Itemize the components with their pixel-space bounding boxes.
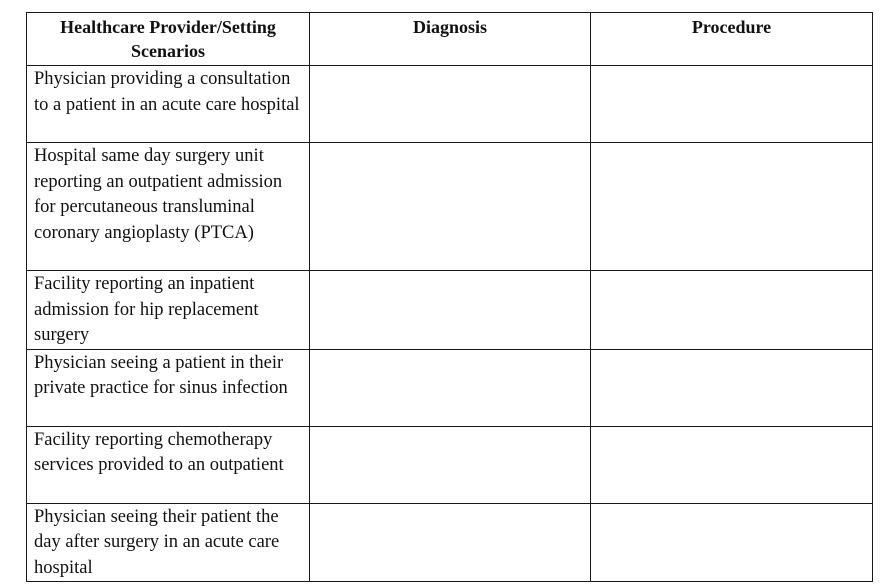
header-row bbox=[27, 13, 873, 66]
scenario-cell: Facility reporting chemotherapy services provided to an outpatient bbox=[27, 426, 310, 503]
procedure-cell[interactable] bbox=[591, 426, 873, 503]
table-row bbox=[27, 271, 873, 350]
diagnosis-cell[interactable] bbox=[310, 66, 591, 143]
diagnosis-cell[interactable] bbox=[310, 349, 591, 426]
header-scenarios: Healthcare Provider/Setting Scenarios bbox=[27, 13, 310, 66]
header-diagnosis: Diagnosis bbox=[310, 13, 591, 66]
scenario-cell: Physician seeing a patient in their private practice for sinus infection bbox=[27, 349, 310, 426]
scenario-cell: Physician seeing their patient the day after surgery in an acute care hospital bbox=[27, 503, 310, 582]
header-procedure: Procedure bbox=[591, 13, 873, 66]
procedure-cell[interactable] bbox=[591, 503, 873, 582]
diagnosis-cell[interactable] bbox=[310, 143, 591, 271]
diagnosis-cell[interactable] bbox=[310, 271, 591, 350]
procedure-cell[interactable] bbox=[591, 66, 873, 143]
table-row bbox=[27, 426, 873, 503]
scenario-cell: Physician providing a consultation to a patient in an acute care hospital bbox=[27, 66, 310, 143]
procedure-cell[interactable] bbox=[591, 143, 873, 271]
procedure-cell[interactable] bbox=[591, 271, 873, 350]
table-row bbox=[27, 143, 873, 271]
table-row bbox=[27, 349, 873, 426]
diagnosis-cell[interactable] bbox=[310, 503, 591, 582]
diagnosis-cell[interactable] bbox=[310, 426, 591, 503]
scenario-cell: Facility reporting an inpatient admission for hip replacement surgery bbox=[27, 271, 310, 350]
coding-scenarios-table bbox=[26, 12, 873, 582]
table-row bbox=[27, 66, 873, 143]
procedure-cell[interactable] bbox=[591, 349, 873, 426]
coding-scenarios-table-wrapper bbox=[26, 12, 872, 582]
table-row bbox=[27, 503, 873, 582]
scenario-cell: Hospital same day surgery unit reporting an outpatient admission for percutaneous transluminal coronary angioplasty (PTCA) bbox=[27, 143, 310, 271]
